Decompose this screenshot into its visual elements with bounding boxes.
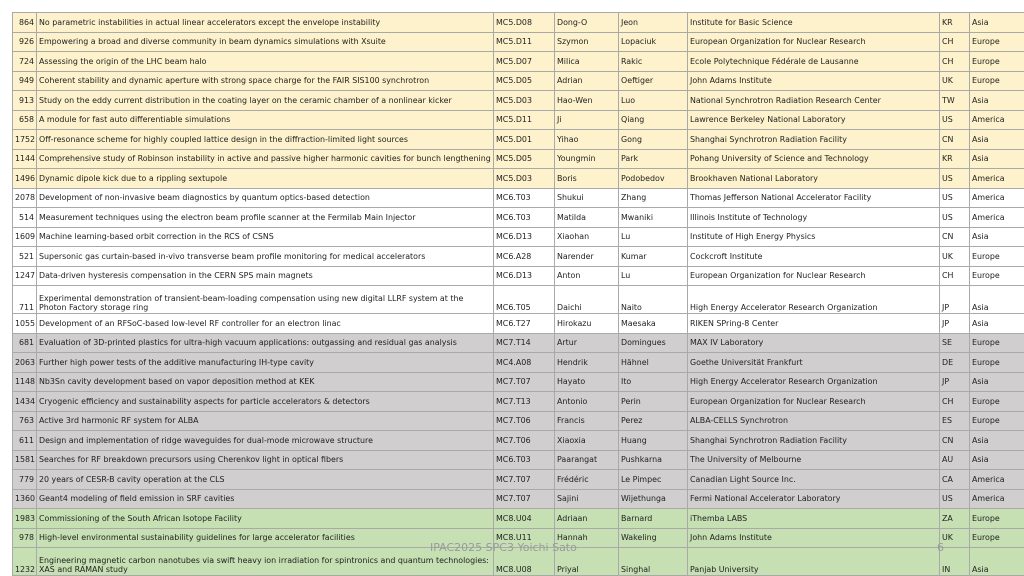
table-row xyxy=(13,450,1024,470)
cell-session-code: MC6.A28 xyxy=(494,247,555,267)
cell-session-code: MC6.T05 xyxy=(494,286,555,314)
cell-first-name: Hao-Wen xyxy=(555,91,619,111)
cell-paper-id: 1609 xyxy=(13,227,37,247)
cell-last-name: Perez xyxy=(619,411,688,431)
cell-first-name: Narender xyxy=(555,247,619,267)
cell-session-code: MC5.D05 xyxy=(494,149,555,169)
table-row xyxy=(13,208,1024,228)
cell-country-code: US xyxy=(940,188,970,208)
cell-last-name: Gong xyxy=(619,130,688,150)
cell-last-name: Ito xyxy=(619,372,688,392)
cell-title: Active 3rd harmonic RF system for ALBA xyxy=(37,411,494,431)
cell-region: Asia xyxy=(970,227,1024,247)
cell-paper-id: 779 xyxy=(13,470,37,490)
cell-first-name: Hendrik xyxy=(555,353,619,373)
cell-last-name: Qiang xyxy=(619,110,688,130)
cell-institution: European Organization for Nuclear Research xyxy=(688,266,940,286)
cell-title: Dynamic dipole kick due to a rippling sextupole xyxy=(37,169,494,189)
table-row xyxy=(13,227,1024,247)
cell-paper-id: 949 xyxy=(13,71,37,91)
cell-first-name: Hirokazu xyxy=(555,314,619,334)
cell-region: Europe xyxy=(970,52,1024,72)
cell-first-name: Anton xyxy=(555,266,619,286)
cell-region: Asia xyxy=(970,91,1024,111)
cell-title: Study on the eddy current distribution in the coating layer on the ceramic chamber of a nonlinear kicker xyxy=(37,91,494,111)
table-row xyxy=(13,489,1024,509)
cell-title: Assessing the origin of the LHC beam halo xyxy=(37,52,494,72)
cell-paper-id: 1983 xyxy=(13,509,37,529)
cell-institution: Canadian Light Source Inc. xyxy=(688,470,940,490)
cell-country-code: SE xyxy=(940,333,970,353)
table-row xyxy=(13,314,1024,334)
cell-region: Europe xyxy=(970,509,1024,529)
cell-paper-id: 1055 xyxy=(13,314,37,334)
cell-region: America xyxy=(970,208,1024,228)
cell-paper-id: 978 xyxy=(13,528,37,548)
cell-last-name: Singhal xyxy=(619,548,688,576)
cell-title: Engineering magnetic carbon nanotubes via swift heavy ion irradiation for spintronics and quantum technologies: XAS and RAMAN study xyxy=(37,548,494,576)
table-row xyxy=(13,247,1024,267)
cell-paper-id: 611 xyxy=(13,431,37,451)
cell-session-code: MC6.T27 xyxy=(494,314,555,334)
cell-session-code: MC8.U04 xyxy=(494,509,555,529)
cell-region: Asia xyxy=(970,372,1024,392)
cell-country-code: UK xyxy=(940,247,970,267)
cell-paper-id: 711 xyxy=(13,286,37,314)
cell-country-code: KR xyxy=(940,13,970,33)
cell-region: Asia xyxy=(970,130,1024,150)
cell-paper-id: 1496 xyxy=(13,169,37,189)
cell-paper-id: 1144 xyxy=(13,149,37,169)
cell-title: Coherent stability and dynamic aperture with strong space charge for the FAIR SIS100 synchrotron xyxy=(37,71,494,91)
cell-first-name: Dong-O xyxy=(555,13,619,33)
cell-institution: Thomas Jefferson National Accelerator Facility xyxy=(688,188,940,208)
cell-region: America xyxy=(970,110,1024,130)
cell-institution: The University of Melbourne xyxy=(688,450,940,470)
cell-country-code: CH xyxy=(940,32,970,52)
cell-paper-id: 1434 xyxy=(13,392,37,412)
cell-title: Commissioning of the South African Isotope Facility xyxy=(37,509,494,529)
table-row xyxy=(13,470,1024,490)
cell-country-code: CA xyxy=(940,470,970,490)
table-row xyxy=(13,333,1024,353)
cell-country-code: US xyxy=(940,169,970,189)
cell-session-code: MC7.T07 xyxy=(494,372,555,392)
cell-paper-id: 521 xyxy=(13,247,37,267)
cell-title: Experimental demonstration of transient-beam-loading compensation using new digital LLRF system at the Photon Factory storage ring xyxy=(37,286,494,314)
cell-region: Asia xyxy=(970,431,1024,451)
cell-institution: Panjab University xyxy=(688,548,940,576)
cell-last-name: Maesaka xyxy=(619,314,688,334)
cell-paper-id: 1232 xyxy=(13,548,37,576)
table-row xyxy=(13,13,1024,33)
cell-first-name: Sajini xyxy=(555,489,619,509)
cell-country-code: AU xyxy=(940,450,970,470)
table-row xyxy=(13,32,1024,52)
cell-institution: Pohang University of Science and Technology xyxy=(688,149,940,169)
cell-first-name: Ji xyxy=(555,110,619,130)
cell-country-code: IN xyxy=(940,548,970,576)
cell-institution: iThemba LABS xyxy=(688,509,940,529)
cell-title: Searches for RF breakdown precursors using Cherenkov light in optical fibers xyxy=(37,450,494,470)
cell-paper-id: 2063 xyxy=(13,353,37,373)
cell-institution: European Organization for Nuclear Research xyxy=(688,32,940,52)
cell-session-code: MC7.T06 xyxy=(494,411,555,431)
cell-first-name: Francis xyxy=(555,411,619,431)
cell-region: Europe xyxy=(970,71,1024,91)
cell-country-code: US xyxy=(940,489,970,509)
cell-institution: John Adams Institute xyxy=(688,528,940,548)
cell-country-code: CN xyxy=(940,227,970,247)
cell-paper-id: 926 xyxy=(13,32,37,52)
cell-title: High-level environmental sustainability guidelines for large accelerator facilities xyxy=(37,528,494,548)
cell-last-name: Naito xyxy=(619,286,688,314)
cell-last-name: Podobedov xyxy=(619,169,688,189)
table-row xyxy=(13,91,1024,111)
cell-session-code: MC5.D03 xyxy=(494,91,555,111)
cell-country-code: ZA xyxy=(940,509,970,529)
cell-institution: High Energy Accelerator Research Organization xyxy=(688,286,940,314)
cell-session-code: MC5.D03 xyxy=(494,169,555,189)
cell-first-name: Adriaan xyxy=(555,509,619,529)
page-number: 6 xyxy=(937,541,944,554)
cell-institution: High Energy Accelerator Research Organization xyxy=(688,372,940,392)
cell-region: Europe xyxy=(970,266,1024,286)
table-row xyxy=(13,392,1024,412)
cell-first-name: Paarangat xyxy=(555,450,619,470)
cell-title: Nb3Sn cavity development based on vapor deposition method at KEK xyxy=(37,372,494,392)
cell-last-name: Zhang xyxy=(619,188,688,208)
cell-first-name: Frédéric xyxy=(555,470,619,490)
cell-title: 20 years of CESR-B cavity operation at the CLS xyxy=(37,470,494,490)
cell-country-code: JP xyxy=(940,314,970,334)
cell-first-name: Matilda xyxy=(555,208,619,228)
table-row xyxy=(13,52,1024,72)
cell-country-code: CH xyxy=(940,52,970,72)
table-row xyxy=(13,169,1024,189)
cell-title: Measurement techniques using the electron beam profile scanner at the Fermilab Main Injector xyxy=(37,208,494,228)
cell-first-name: Boris xyxy=(555,169,619,189)
cell-region: Europe xyxy=(970,392,1024,412)
table-row xyxy=(13,372,1024,392)
cell-institution: Brookhaven National Laboratory xyxy=(688,169,940,189)
table-row xyxy=(13,149,1024,169)
table-row xyxy=(13,71,1024,91)
cell-last-name: Perin xyxy=(619,392,688,412)
cell-title: A module for fast auto differentiable simulations xyxy=(37,110,494,130)
cell-institution: John Adams Institute xyxy=(688,71,940,91)
cell-title: Data-driven hysteresis compensation in the CERN SPS main magnets xyxy=(37,266,494,286)
cell-title: Machine learning-based orbit correction in the RCS of CSNS xyxy=(37,227,494,247)
cell-session-code: MC7.T13 xyxy=(494,392,555,412)
table-body xyxy=(13,13,1024,576)
cell-paper-id: 1360 xyxy=(13,489,37,509)
cell-title: Design and implementation of ridge waveguides for dual-mode microwave structure xyxy=(37,431,494,451)
cell-first-name: Shukui xyxy=(555,188,619,208)
cell-session-code: MC4.A08 xyxy=(494,353,555,373)
cell-region: Asia xyxy=(970,314,1024,334)
cell-country-code: KR xyxy=(940,149,970,169)
table-row xyxy=(13,266,1024,286)
cell-region: Europe xyxy=(970,333,1024,353)
cell-country-code: UK xyxy=(940,71,970,91)
cell-region: America xyxy=(970,470,1024,490)
cell-last-name: Wakeling xyxy=(619,528,688,548)
cell-institution: Goethe Universität Frankfurt xyxy=(688,353,940,373)
cell-region: Asia xyxy=(970,13,1024,33)
cell-last-name: Barnard xyxy=(619,509,688,529)
cell-session-code: MC5.D11 xyxy=(494,32,555,52)
cell-last-name: Le Pimpec xyxy=(619,470,688,490)
cell-paper-id: 864 xyxy=(13,13,37,33)
cell-institution: Shanghai Synchrotron Radiation Facility xyxy=(688,431,940,451)
cell-institution: Institute of High Energy Physics xyxy=(688,227,940,247)
cell-title: Supersonic gas curtain-based in-vivo transverse beam profile monitoring for medical accelerators xyxy=(37,247,494,267)
cell-country-code: DE xyxy=(940,353,970,373)
cell-paper-id: 658 xyxy=(13,110,37,130)
cell-first-name: Priyal xyxy=(555,548,619,576)
table-row xyxy=(13,411,1024,431)
cell-session-code: MC6.T03 xyxy=(494,450,555,470)
cell-country-code: UK xyxy=(940,528,970,548)
cell-institution: National Synchrotron Radiation Research Center xyxy=(688,91,940,111)
cell-session-code: MC6.D13 xyxy=(494,266,555,286)
cell-title: Empowering a broad and diverse community in beam dynamics simulations with Xsuite xyxy=(37,32,494,52)
cell-region: Europe xyxy=(970,528,1024,548)
cell-last-name: Lu xyxy=(619,266,688,286)
cell-region: America xyxy=(970,489,1024,509)
table-row xyxy=(13,130,1024,150)
contributions-table xyxy=(12,12,1024,576)
cell-last-name: Mwaniki xyxy=(619,208,688,228)
cell-last-name: Kumar xyxy=(619,247,688,267)
cell-last-name: Park xyxy=(619,149,688,169)
cell-paper-id: 681 xyxy=(13,333,37,353)
cell-institution: ALBA-CELLS Synchrotron xyxy=(688,411,940,431)
cell-title: Off-resonance scheme for highly coupled lattice design in the diffraction-limited light sources xyxy=(37,130,494,150)
table-row xyxy=(13,431,1024,451)
cell-first-name: Milica xyxy=(555,52,619,72)
cell-country-code: TW xyxy=(940,91,970,111)
cell-institution: Cockcroft Institute xyxy=(688,247,940,267)
cell-paper-id: 2078 xyxy=(13,188,37,208)
cell-session-code: MC5.D01 xyxy=(494,130,555,150)
cell-last-name: Lu xyxy=(619,227,688,247)
cell-region: Europe xyxy=(970,353,1024,373)
cell-last-name: Domingues xyxy=(619,333,688,353)
cell-region: Asia xyxy=(970,450,1024,470)
cell-region: Asia xyxy=(970,149,1024,169)
cell-region: America xyxy=(970,169,1024,189)
cell-session-code: MC6.T03 xyxy=(494,208,555,228)
cell-session-code: MC5.D07 xyxy=(494,52,555,72)
cell-title: Development of non-invasive beam diagnostics by quantum optics-based detection xyxy=(37,188,494,208)
table-row xyxy=(13,188,1024,208)
cell-institution: Lawrence Berkeley National Laboratory xyxy=(688,110,940,130)
cell-region: Asia xyxy=(970,286,1024,314)
cell-paper-id: 763 xyxy=(13,411,37,431)
cell-title: Comprehensive study of Robinson instability in active and passive higher harmonic cavities for bunch lengthening xyxy=(37,149,494,169)
cell-country-code: CN xyxy=(940,431,970,451)
cell-country-code: JP xyxy=(940,372,970,392)
table-row xyxy=(13,110,1024,130)
cell-country-code: JP xyxy=(940,286,970,314)
cell-first-name: Youngmin xyxy=(555,149,619,169)
cell-institution: RIKEN SPring-8 Center xyxy=(688,314,940,334)
cell-title: No parametric instabilities in actual linear accelerators except the envelope instability xyxy=(37,13,494,33)
cell-institution: Institute for Basic Science xyxy=(688,13,940,33)
cell-country-code: US xyxy=(940,110,970,130)
cell-region: Asia xyxy=(970,548,1024,576)
cell-last-name: Lopaciuk xyxy=(619,32,688,52)
cell-region: Europe xyxy=(970,32,1024,52)
table-row xyxy=(13,286,1024,314)
cell-institution: Ecole Polytechnique Fédérale de Lausanne xyxy=(688,52,940,72)
cell-title: Further high power tests of the additive manufacturing IH-type cavity xyxy=(37,353,494,373)
cell-session-code: MC5.D11 xyxy=(494,110,555,130)
cell-first-name: Xiaoxia xyxy=(555,431,619,451)
cell-session-code: MC8.U08 xyxy=(494,548,555,576)
cell-paper-id: 1148 xyxy=(13,372,37,392)
cell-session-code: MC7.T07 xyxy=(494,489,555,509)
cell-first-name: Adrian xyxy=(555,71,619,91)
cell-last-name: Wijethunga xyxy=(619,489,688,509)
cell-session-code: MC8.U11 xyxy=(494,528,555,548)
table-row xyxy=(13,509,1024,529)
cell-paper-id: 724 xyxy=(13,52,37,72)
cell-institution: European Organization for Nuclear Research xyxy=(688,392,940,412)
cell-last-name: Jeon xyxy=(619,13,688,33)
cell-title: Development of an RFSoC-based low-level RF controller for an electron linac xyxy=(37,314,494,334)
cell-first-name: Artur xyxy=(555,333,619,353)
cell-last-name: Huang xyxy=(619,431,688,451)
cell-region: America xyxy=(970,188,1024,208)
cell-session-code: MC7.T07 xyxy=(494,470,555,490)
cell-first-name: Xiaohan xyxy=(555,227,619,247)
cell-title: Geant4 modeling of field emission in SRF cavities xyxy=(37,489,494,509)
cell-institution: Shanghai Synchrotron Radiation Facility xyxy=(688,130,940,150)
cell-last-name: Hähnel xyxy=(619,353,688,373)
footer-text: IPAC2025 SPC3 Yoichi Sato xyxy=(430,541,577,554)
cell-session-code: MC6.D13 xyxy=(494,227,555,247)
cell-paper-id: 913 xyxy=(13,91,37,111)
cell-last-name: Luo xyxy=(619,91,688,111)
cell-first-name: Hayato xyxy=(555,372,619,392)
cell-country-code: CN xyxy=(940,130,970,150)
cell-session-code: MC5.D08 xyxy=(494,13,555,33)
cell-session-code: MC5.D05 xyxy=(494,71,555,91)
cell-country-code: US xyxy=(940,208,970,228)
cell-last-name: Rakic xyxy=(619,52,688,72)
cell-region: Europe xyxy=(970,247,1024,267)
cell-country-code: CH xyxy=(940,266,970,286)
cell-first-name: Hannah xyxy=(555,528,619,548)
cell-institution: Fermi National Accelerator Laboratory xyxy=(688,489,940,509)
cell-paper-id: 1752 xyxy=(13,130,37,150)
cell-session-code: MC6.T03 xyxy=(494,188,555,208)
cell-first-name: Szymon xyxy=(555,32,619,52)
cell-title: Evaluation of 3D-printed plastics for ultra-high vacuum applications: outgassing and residual gas analysis xyxy=(37,333,494,353)
cell-country-code: CH xyxy=(940,392,970,412)
cell-institution: MAX IV Laboratory xyxy=(688,333,940,353)
cell-paper-id: 1581 xyxy=(13,450,37,470)
cell-session-code: MC7.T06 xyxy=(494,431,555,451)
cell-region: Europe xyxy=(970,411,1024,431)
cell-last-name: Oeftiger xyxy=(619,71,688,91)
cell-first-name: Daichi xyxy=(555,286,619,314)
cell-last-name: Pushkarna xyxy=(619,450,688,470)
cell-institution: Illinois Institute of Technology xyxy=(688,208,940,228)
cell-session-code: MC7.T14 xyxy=(494,333,555,353)
cell-paper-id: 514 xyxy=(13,208,37,228)
cell-title: Cryogenic efficiency and sustainability aspects for particle accelerators & detectors xyxy=(37,392,494,412)
cell-country-code: ES xyxy=(940,411,970,431)
table-row xyxy=(13,353,1024,373)
cell-paper-id: 1247 xyxy=(13,266,37,286)
cell-first-name: Yihao xyxy=(555,130,619,150)
cell-first-name: Antonio xyxy=(555,392,619,412)
